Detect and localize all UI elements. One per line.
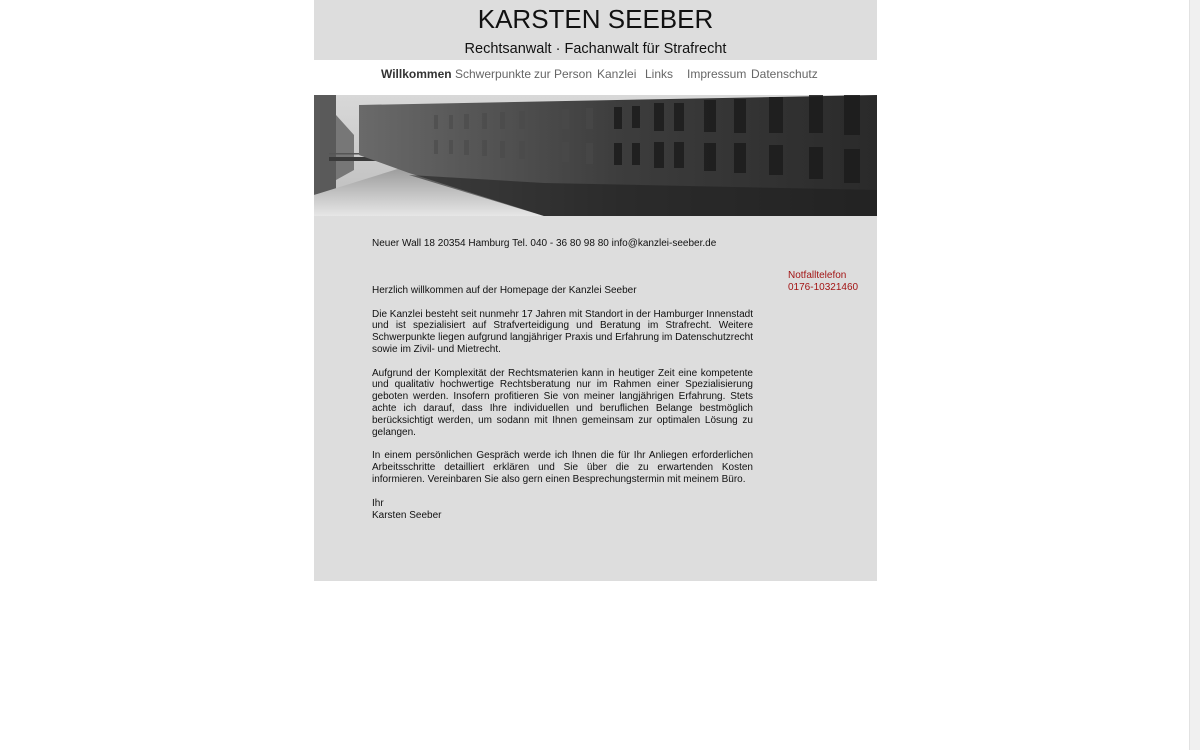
site-subtitle: Rechtsanwalt · Fachanwalt für Strafrecht [464, 41, 727, 57]
header-banner-image [314, 95, 877, 216]
welcome-paragraph: Die Kanzlei besteht seit nunmehr 17 Jahren mit Standort in der Hamburger Innenstadt und ist spezialisiert auf Strafverteidigung und Beratung im Strafrecht. Weitere Schwerpunkte liegen aufgrund langjähriger Praxis und Erfahrung im Datenschutzrecht sowie im Zivil- und Mietrecht. [372, 308, 753, 355]
nav-item-kanzlei[interactable]: Kanzlei [597, 67, 637, 81]
nav-item-zur-person[interactable]: zur Person [534, 67, 593, 81]
emergency-label: Notfalltelefon [788, 270, 847, 281]
nav-item-willkommen[interactable]: Willkommen [381, 67, 452, 81]
signature-name: Karsten Seeber [372, 509, 442, 521]
site-title: KARSTEN SEEBER [477, 4, 714, 34]
vertical-scrollbar[interactable] [1189, 0, 1200, 750]
emergency-contact [788, 270, 858, 294]
welcome-text [372, 285, 753, 497]
signature-block [372, 498, 442, 522]
nav-item-schwerpunkte[interactable]: Schwerpunkte [455, 67, 532, 81]
closing: Ihr [372, 498, 384, 509]
nav-item-impressum[interactable]: Impressum [687, 67, 747, 81]
welcome-paragraph: In einem persönlichen Gespräch werde ich Ihnen die für Ihr Anliegen erforderlichen Arbeitsschritte detailliert erklären und Sie über die zu erwartenden Kosten informieren. Vereinbaren Sie also gern einen Besprechungstermin mit meinem Büro. [372, 450, 753, 485]
contact-line: Neuer Wall 18 20354 Hamburg Tel. 040 - 36 80 98 80 info@kanzlei-seeber.de [372, 238, 717, 249]
welcome-paragraph: Aufgrund der Komplexität der Rechtsmaterien kann in heutiger Zeit eine kompetente und qualitativ hochwertige Rechtsberatung nur im Rahmen einer Spezialisierung geboten werden. Insofern profitieren Sie von meiner langjährigen Erfahrung. Stets achte ich darauf, dass Ihre individuellen und beruflichen Belange bestmöglich berücksichtigt werden, um sodann mit Ihnen gemeinsam zur optimalen Lösung zu gelangen. [372, 367, 753, 438]
nav-item-datenschutz[interactable]: Datenschutz [751, 67, 818, 81]
nav-item-links[interactable]: Links [645, 67, 674, 81]
welcome-greeting: Herzlich willkommen auf der Homepage der Kanzlei Seeber [372, 285, 637, 296]
speicherstadt-canal-photo [314, 95, 877, 216]
main-nav [0, 0, 1200, 95]
emergency-phone[interactable]: 0176-10321460 [788, 281, 859, 293]
